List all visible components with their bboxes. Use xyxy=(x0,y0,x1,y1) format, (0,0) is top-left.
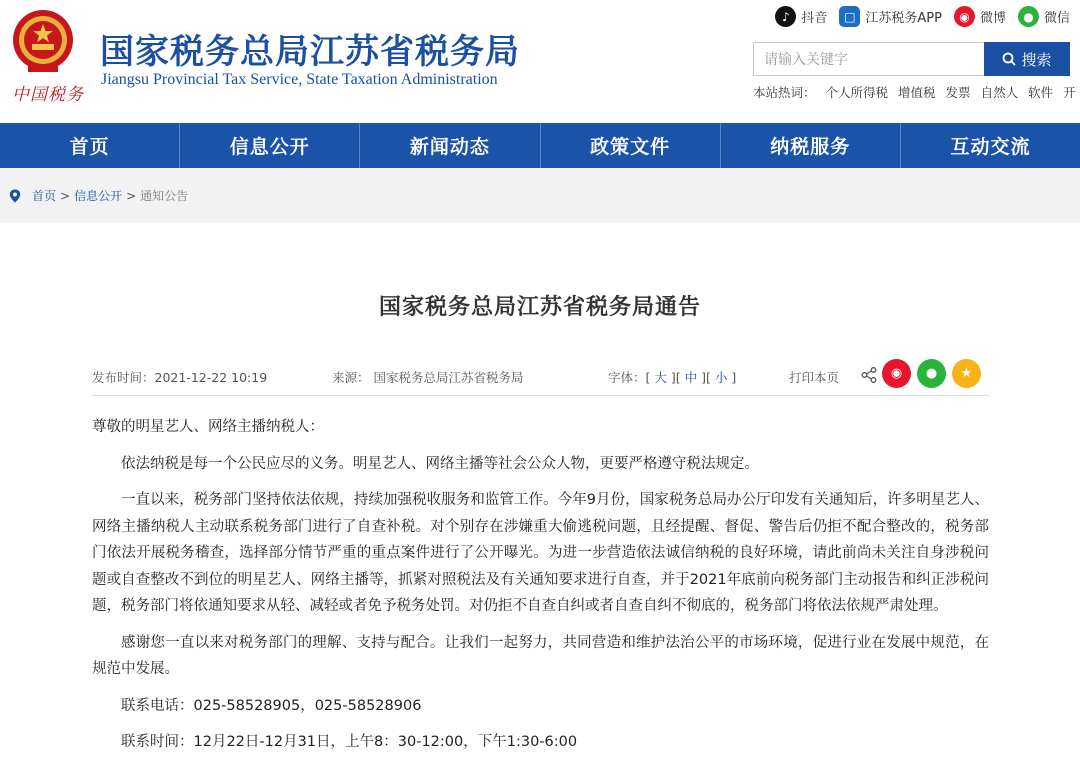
hot-keywords-label: 本站热词： xyxy=(753,85,816,100)
breadcrumb-separator: > xyxy=(60,188,71,203)
breadcrumb-info-disclosure[interactable]: 信息公开 xyxy=(74,189,123,203)
site-title[interactable]: 国家税务总局江苏省税务局 xyxy=(100,32,520,72)
font-size-switcher: 字体：[ 大 ][ 中 ][ 小 ] xyxy=(608,370,737,385)
national-emblem-icon[interactable] xyxy=(8,8,78,76)
search-icon xyxy=(1002,52,1016,66)
article-source: 来源： 国家税务总局江苏省税务局 xyxy=(332,370,524,385)
breadcrumb-separator: > xyxy=(126,188,137,203)
search-input[interactable]: 请输入关键字 xyxy=(753,42,985,76)
hot-keyword[interactable]: 个人所得税 xyxy=(825,85,889,100)
nav-home[interactable]: 首页 xyxy=(0,123,180,168)
font-small-button[interactable]: 小 xyxy=(714,370,728,385)
article-title: 国家税务总局江苏省税务局通告 xyxy=(378,295,701,320)
nav-news[interactable]: 新闻动态 xyxy=(360,123,540,168)
site-header xyxy=(0,0,1080,123)
font-large-button[interactable]: 大 xyxy=(654,370,667,385)
social-weibo-link[interactable]: ◉ 微博 xyxy=(954,6,1006,27)
hot-keyword[interactable]: 开 xyxy=(1063,85,1076,100)
wechat-icon: ● xyxy=(1018,6,1039,27)
social-app-link[interactable]: □ 江苏税务APP xyxy=(839,6,942,27)
share-weibo-icon[interactable]: ◉ xyxy=(882,359,911,388)
publish-date: 发布时间：2021-12-22 10:19 xyxy=(92,370,268,385)
contact-time: 联系时间：12月22日-12月31日，上午8：30-12:00，下午1:30-6:00 xyxy=(121,734,578,750)
article-meta xyxy=(92,356,989,396)
contact-phone: 联系电话：025-58528905，025-58528906 xyxy=(121,697,422,714)
site-subtitle: Jiangsu Provincial Tax Service, State Taxation Administration xyxy=(101,71,498,88)
search-button[interactable]: 搜索 xyxy=(984,42,1070,76)
breadcrumb-current: 通知公告 xyxy=(140,189,189,203)
article-body xyxy=(92,414,989,766)
app-icon: □ xyxy=(839,6,860,27)
nav-interaction[interactable]: 互动交流 xyxy=(950,136,1031,158)
social-douyin-link[interactable]: ♪ 抖音 xyxy=(775,6,827,27)
share-wechat-icon[interactable]: ● xyxy=(917,359,946,388)
weibo-icon: ◉ xyxy=(954,6,975,27)
main-nav xyxy=(0,123,1080,168)
hot-keywords xyxy=(753,83,1076,101)
nav-info-disclosure[interactable]: 信息公开 xyxy=(180,123,360,168)
social-wechat-link[interactable]: ● 微信 xyxy=(1018,6,1070,27)
china-tax-logo-text: 中国税务 xyxy=(12,85,84,105)
article-paragraph: 依法纳税是每一个公民应尽的义务。明星艺人、网络主播等社会公众人物，更要严格遵守税法规定。 xyxy=(121,455,759,472)
hot-keyword[interactable]: 增值税 xyxy=(898,85,936,100)
hot-keyword[interactable]: 软件 xyxy=(1028,85,1054,100)
douyin-icon: ♪ xyxy=(775,6,796,27)
share-icon[interactable] xyxy=(860,366,878,384)
article-paragraph: 一直以来，税务部门坚持依法依规，持续加强税收服务和监管工作。今年9月份，国家税务总局办公厅印发有关通知后，许多明星艺人、网络主播纳税人主动联系税务部门进行了自查补税。对个别存在涉嫌重大偷逃税问题，且经提醒、督促、警告后仍拒不配合整改的，税务部门依法开展税务稽查，选择部分情节严重的重点案件进行了公开曝光。为进一步营造依法诚信纳税的良好环境，请此前尚未关注自身涉税问题或自查整改不到位的明星艺人、网络主播等，抓紧对照税法及有关通知要求进行自查，并于2021年底前向税务部门主动报告和纠正涉税问题，税务部门将依通知要求从轻、减轻或者免予税务处罚。对仍拒不自查自纠或者自查自纠不彻底的，税务部门将依法依规严肃处理。 xyxy=(92,492,989,614)
location-pin-icon xyxy=(8,189,22,203)
nav-tax-service[interactable]: 纳税服务 xyxy=(721,123,901,168)
print-button[interactable]: 打印本页 xyxy=(789,370,840,385)
favorite-star-icon[interactable]: ★ xyxy=(952,359,981,388)
font-medium-button[interactable]: 中 xyxy=(684,370,698,385)
breadcrumb xyxy=(0,168,1080,223)
hot-keyword[interactable]: 自然人 xyxy=(980,85,1019,100)
nav-policy[interactable]: 政策文件 xyxy=(541,123,721,168)
article-salutation: 尊敬的明星艺人、网络主播纳税人： xyxy=(92,419,324,435)
social-links xyxy=(775,6,1070,27)
hot-keyword[interactable]: 发票 xyxy=(945,85,971,100)
breadcrumb-home[interactable]: 首页 xyxy=(32,189,57,203)
article-paragraph: 感谢您一直以来对税务部门的理解、支持与配合。让我们一起努力，共同营造和维护法治公平的市场环境，促进行业在发展中规范，在规范中发展。 xyxy=(92,634,989,677)
